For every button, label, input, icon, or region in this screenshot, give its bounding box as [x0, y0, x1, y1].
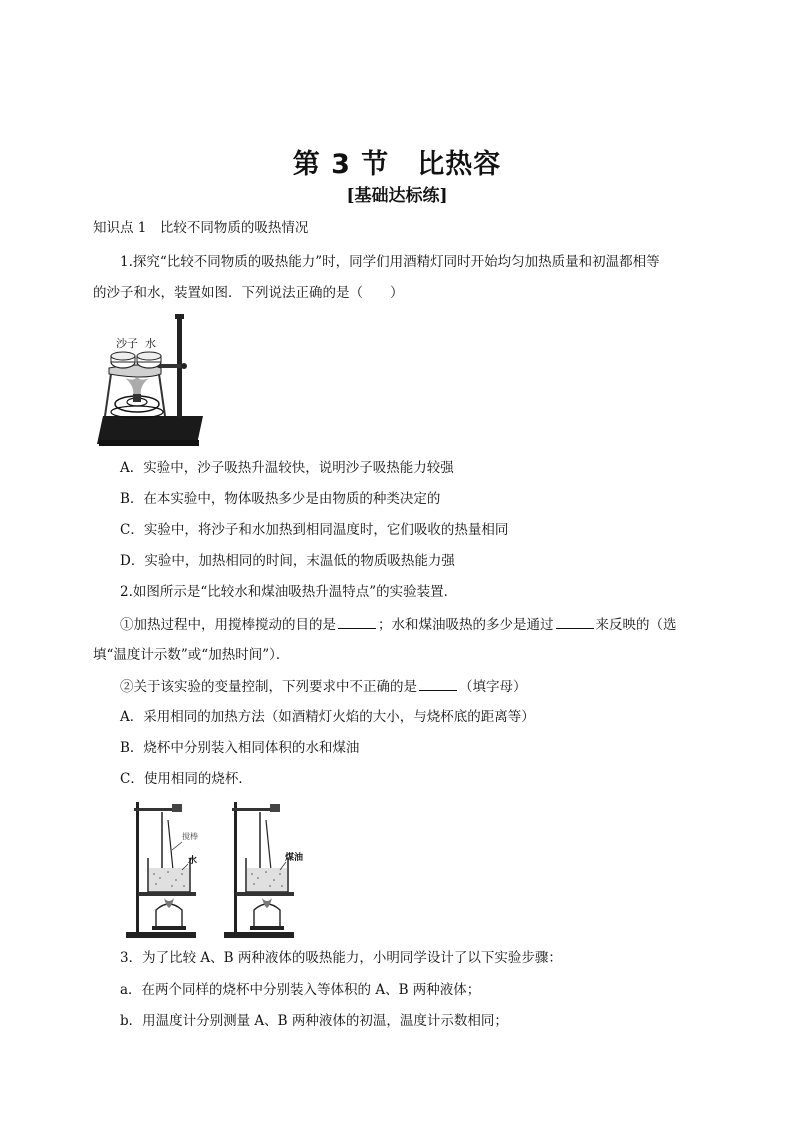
fig2-label-water: 水 [188, 856, 198, 866]
sand-water-apparatus-figure [95, 312, 207, 448]
answer-blank[interactable] [338, 614, 376, 629]
q2-part1-line2: 填“温度计示数”或“加热时间”）． [93, 647, 290, 663]
fig2-label-kerosene: 煤油 [285, 853, 304, 863]
fig1-label-water: 水 [145, 337, 156, 350]
q1-stem-line1: 1.探究“比较不同物质的吸热能力”时，同学们用酒精灯同时开始均匀加热质量和初温都相等 [120, 254, 660, 270]
q2-part2 [120, 676, 527, 697]
answer-blank[interactable] [556, 614, 594, 629]
q1-stem-line2: 的沙子和水，装置如图．下列说法正确的是（ ） [93, 285, 404, 301]
q2-part1-text-b: ；水和煤油吸热的多少是通过 [378, 617, 554, 633]
q3-step-b: b．用温度计分别测量 A、B 两种液体的初温，温度计示数相同； [120, 1013, 508, 1029]
q2-part1-text-c: 来反映的（选 [595, 617, 677, 633]
q3-stem: 3．为了比较 A、B 两种液体的吸热能力，小明同学设计了以下实验步骤： [120, 950, 562, 966]
fig1-label-sand: 沙子 [116, 337, 138, 350]
q1-option-c: C．实验中，将沙子和水加热到相同温度时，它们吸收的热量相同 [120, 522, 509, 538]
q2-part1-text-a: ①加热过程中，用搅棒搅动的目的是 [120, 617, 336, 633]
q3-step-a: a．在两个同样的烧杯中分别装入等体积的 A、B 两种液体； [120, 982, 481, 998]
q2-stem: 2.如图所示是“比较水和煤油吸热升温特点”的实验装置． [120, 584, 458, 600]
q2-part1-line1 [120, 614, 677, 635]
q2-option-b: B．烧杯中分别装入相同体积的水和煤油 [120, 740, 360, 756]
q2-option-a: A．采用相同的加热方法（如酒精灯火焰的大小，与烧杯底的距离等） [120, 709, 535, 725]
section-subtitle: [基础达标练] [346, 186, 448, 206]
knowledge-point-heading: 知识点 1 比较不同物质的吸热情况 [93, 220, 309, 236]
q1-option-d: D．实验中，加热相同的时间，末温低的物质吸热能力强 [120, 553, 455, 569]
water-kerosene-apparatus-figure [122, 798, 306, 942]
answer-blank[interactable] [419, 676, 457, 691]
q1-option-b: B．在本实验中，物体吸热多少是由物质的种类决定的 [120, 491, 441, 507]
q1-option-a: A．实验中，沙子吸热升温较快，说明沙子吸热能力较强 [120, 460, 454, 476]
page-title: 第 3 节 比热容 [292, 149, 502, 180]
q2-part2-text-b: （填字母） [459, 679, 527, 695]
q2-part2-text-a: ②关于该实验的变量控制，下列要求中不正确的是 [120, 679, 417, 695]
fig2-label-stirrer: 搅棒 [182, 832, 198, 841]
q2-option-c: C．使用相同的烧杯． [120, 771, 252, 787]
